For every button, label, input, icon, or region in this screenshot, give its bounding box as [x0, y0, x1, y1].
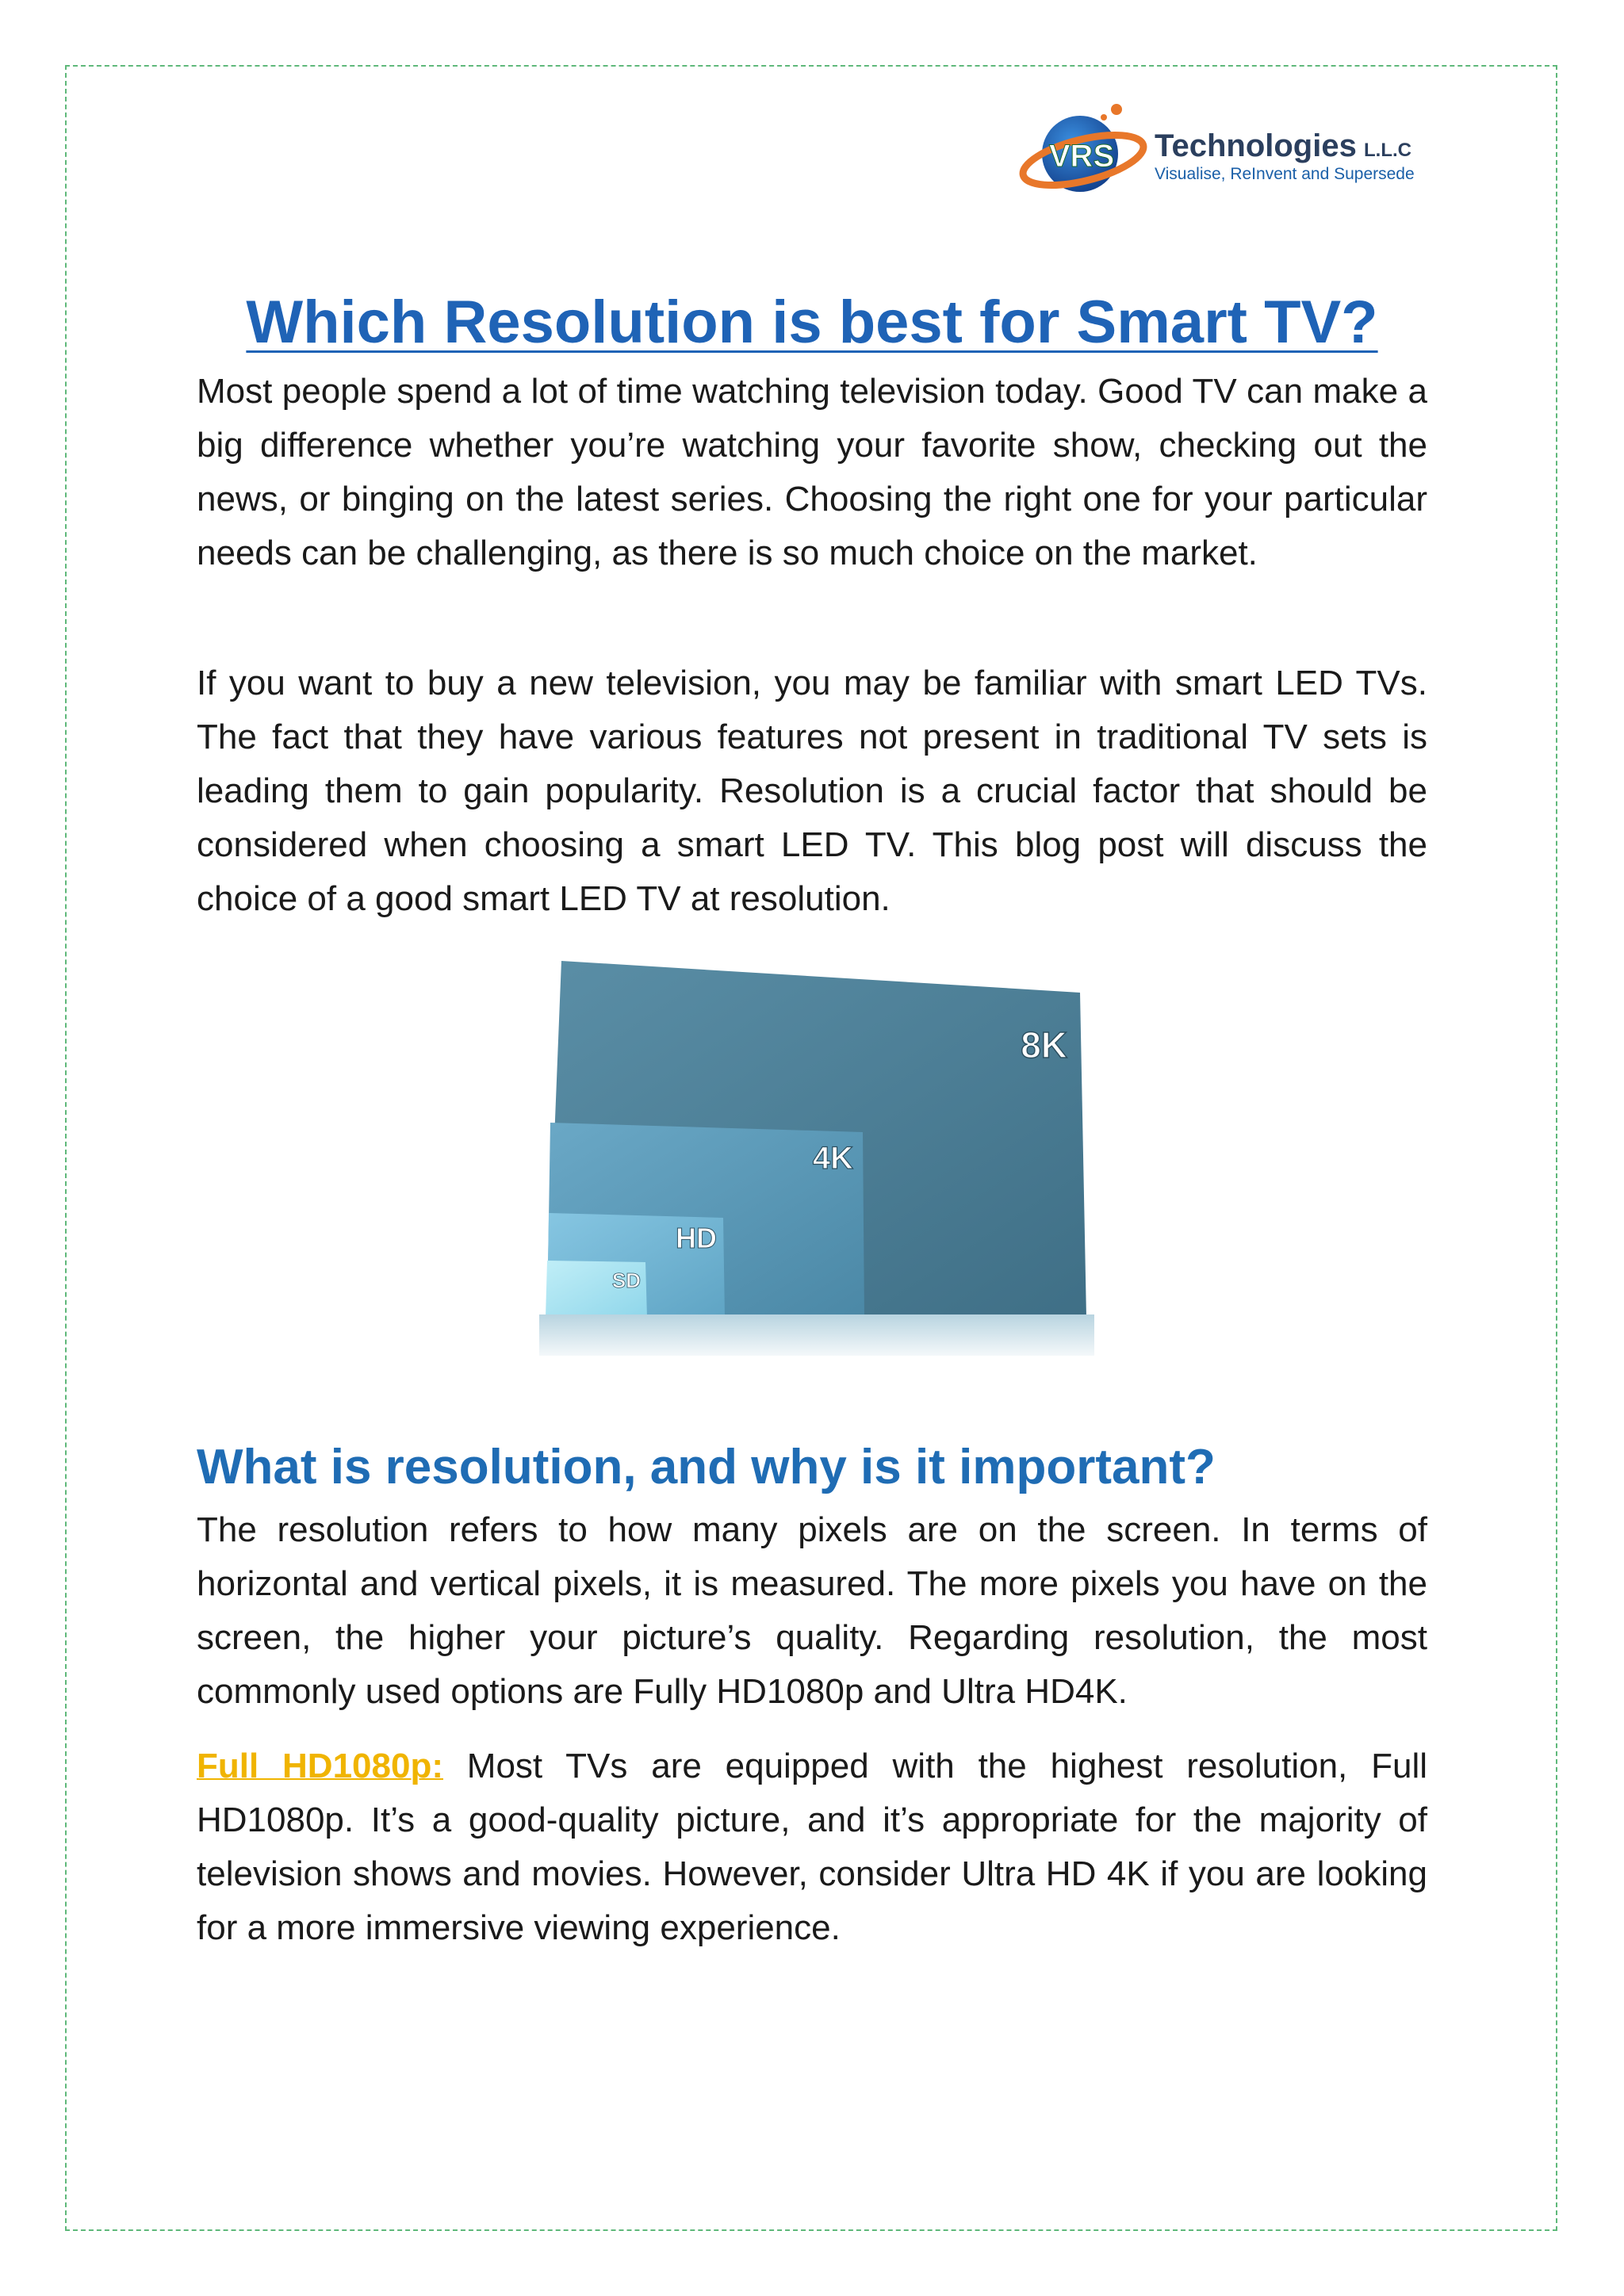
label-sd: SD: [611, 1269, 641, 1292]
logo-tagline: Visualise, ReInvent and Supersede: [1155, 165, 1415, 183]
logo-suffix: L.L.C: [1364, 140, 1411, 161]
company-logo: [1015, 98, 1427, 209]
full-hd-text: Most TVs are equipped with the highest resolution, Full HD1080p. It’s a good-quality picture, and it’s appropriate for the majority of television shows and movies. However, consider Ultra HD 4K if you are looking for a more immersive viewing experience.: [197, 1747, 1427, 1947]
label-8k: 8K: [1021, 1024, 1067, 1066]
logo-name: Technologies: [1155, 128, 1357, 163]
logo-mark-text: VRS: [1048, 139, 1115, 174]
full-hd-label: Full HD1080p:: [197, 1747, 443, 1785]
label-4k: 4K: [812, 1141, 853, 1176]
intro-paragraph-1: Most people spend a lot of time watching television today. Good TV can make a big difference whether you’re watching your favorite show, checking out the news, or binging on the latest series. Choosing the right one for your particular needs can be challenging, as there is so much choice on the market.: [197, 372, 1427, 572]
resolution-paragraph: The resolution refers to how many pixels are on the screen. In terms of horizontal and vertical pixels, it is measured. The more pixels you have on the screen, the higher your picture’s quality. Regarding resolution, the most commonly used options are Fully HD1080p and Ultra HD4K.: [197, 1510, 1427, 1711]
vrs-globe-icon: [1015, 98, 1158, 209]
page-title: Which Resolution is best for Smart TV?: [246, 288, 1378, 356]
floor-reflection: [539, 1314, 1094, 1356]
full-hd-paragraph: [197, 1739, 1427, 1955]
section-heading: What is resolution, and why is it important?: [197, 1440, 1216, 1495]
resolution-comparison-image: [539, 959, 1094, 1356]
intro-paragraph-2: If you want to buy a new television, you may be familiar with smart LED TVs. The fact that they have various features not present in traditional TV sets is leading them to gain popularity. Resolution is a crucial factor that should be considered when choosing a smart LED TV. This blog post will discuss the choice of a good smart LED TV at resolution.: [197, 664, 1427, 918]
label-hd: HD: [676, 1222, 717, 1254]
